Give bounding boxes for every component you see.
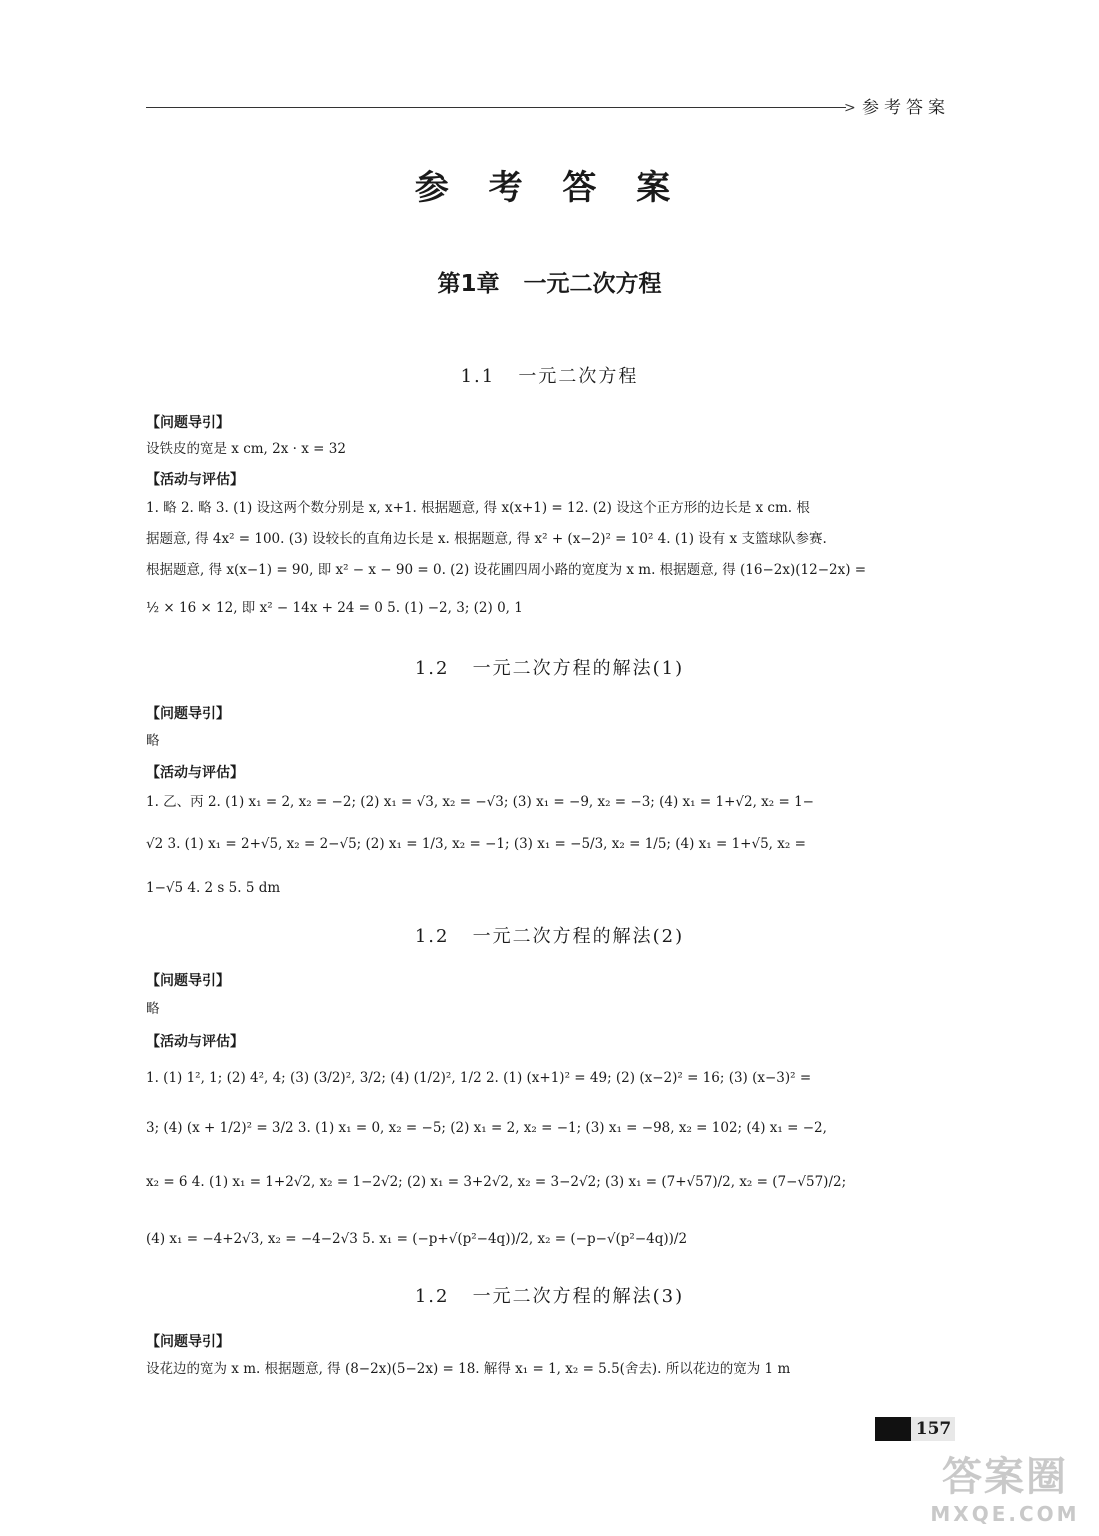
section-title: 1.2 一元二次方程的解法(3) [414, 1286, 685, 1307]
answer-line: 1. 乙、丙 2. (1) x₁ = 2, x₂ = −2; (2) x₁ = √3, x₂ = −√3; (3) x₁ = −9, x₂ = −3; (4) x₁ = 1+√2, x₂ = 1− [146, 794, 814, 810]
section-title: 1.2 一元二次方程的解法(1) [414, 658, 685, 679]
running-header [146, 96, 958, 120]
guide-label: 【问题导引】 [146, 706, 230, 722]
answer-line: x₂ = 6 4. (1) x₁ = 1+2√2, x₂ = 1−2√2; (2) x₁ = 3+2√2, x₂ = 3−2√2; (3) x₁ = (7+√57)/2, x₂ = (7−√57)/2; [146, 1174, 847, 1190]
answer-line: 1. (1) 1², 1; (2) 4², 4; (3) (3/2)², 3/2; (4) (1/2)², 1/2 2. (1) (x+1)² = 49; (2) (x−2)² = 16; (3) (x−3)² = [146, 1070, 812, 1086]
answer-line: 根据题意, 得 x(x−1) = 90, 即 x² − x − 90 = 0. (2) 设花圃四周小路的宽度为 x m. 根据题意, 得 (16−2x)(12−2x) = [146, 562, 867, 578]
watermark-logo: 答案圈 [942, 1454, 1068, 1500]
page-number: 157 [915, 1419, 952, 1439]
watermark [920, 1452, 1090, 1532]
activity-label: 【活动与评估】 [146, 472, 244, 488]
activity-label: 【活动与评估】 [146, 1034, 244, 1050]
header-rule [146, 107, 846, 108]
answer-line: 据题意, 得 4x² = 100. (3) 设较长的直角边长是 x. 根据题意, 得 x² + (x−2)² = 10² 4. (1) 设有 x 支篮球队参赛. [146, 531, 827, 547]
answer-line: 1−√5 4. 2 s 5. 5 dm [146, 880, 281, 896]
guide-text: 设花边的宽为 x m. 根据题意, 得 (8−2x)(5−2x) = 18. 解得 x₁ = 1, x₂ = 5.5(舍去). 所以花边的宽为 1 m [146, 1361, 791, 1377]
guide-text: 略 [146, 733, 160, 749]
answer-line: 1. 略 2. 略 3. (1) 设这两个数分别是 x, x+1. 根据题意, 得 x(x+1) = 12. (2) 设这个正方形的边长是 x cm. 根 [146, 500, 810, 516]
answer-line: (4) x₁ = −4+2√3, x₂ = −4−2√3 5. x₁ = (−p+√(p²−4q))/2, x₂ = (−p−√(p²−4q))/2 [146, 1231, 688, 1247]
answer-line: 3; (4) (x + 1/2)² = 3/2 3. (1) x₁ = 0, x₂ = −5; (2) x₁ = 2, x₂ = −1; (3) x₁ = −98, x₂ = 102; (4) x₁ = −2, [146, 1120, 827, 1136]
chapter-title: 第1章 一元二次方程 [437, 271, 662, 297]
section-title: 1.2 一元二次方程的解法(2) [414, 926, 685, 947]
guide-text: 设铁皮的宽是 x cm, 2x · x = 32 [146, 441, 346, 457]
guide-label: 【问题导引】 [146, 973, 230, 989]
guide-label: 【问题导引】 [146, 415, 230, 431]
answer-line: ½ × 16 × 12, 即 x² − 14x + 24 = 0 5. (1) −2, 3; (2) 0, 1 [146, 600, 523, 616]
section-title: 1.1 一元二次方程 [460, 366, 639, 387]
watermark-url: MXQE.COM [930, 1502, 1080, 1526]
guide-label: 【问题导引】 [146, 1334, 230, 1350]
arrow-right-icon: > [844, 100, 856, 116]
guide-text: 略 [146, 1001, 160, 1017]
activity-label: 【活动与评估】 [146, 765, 244, 781]
header-label: 参考答案 [862, 98, 950, 118]
answer-line: √2 3. (1) x₁ = 2+√5, x₂ = 2−√5; (2) x₁ = 1/3, x₂ = −1; (3) x₁ = −5/3, x₂ = 1/5; (4) x₁ = 1+√5, x₂ = [146, 836, 806, 852]
page-title: 参 考 答 案 [414, 168, 685, 208]
